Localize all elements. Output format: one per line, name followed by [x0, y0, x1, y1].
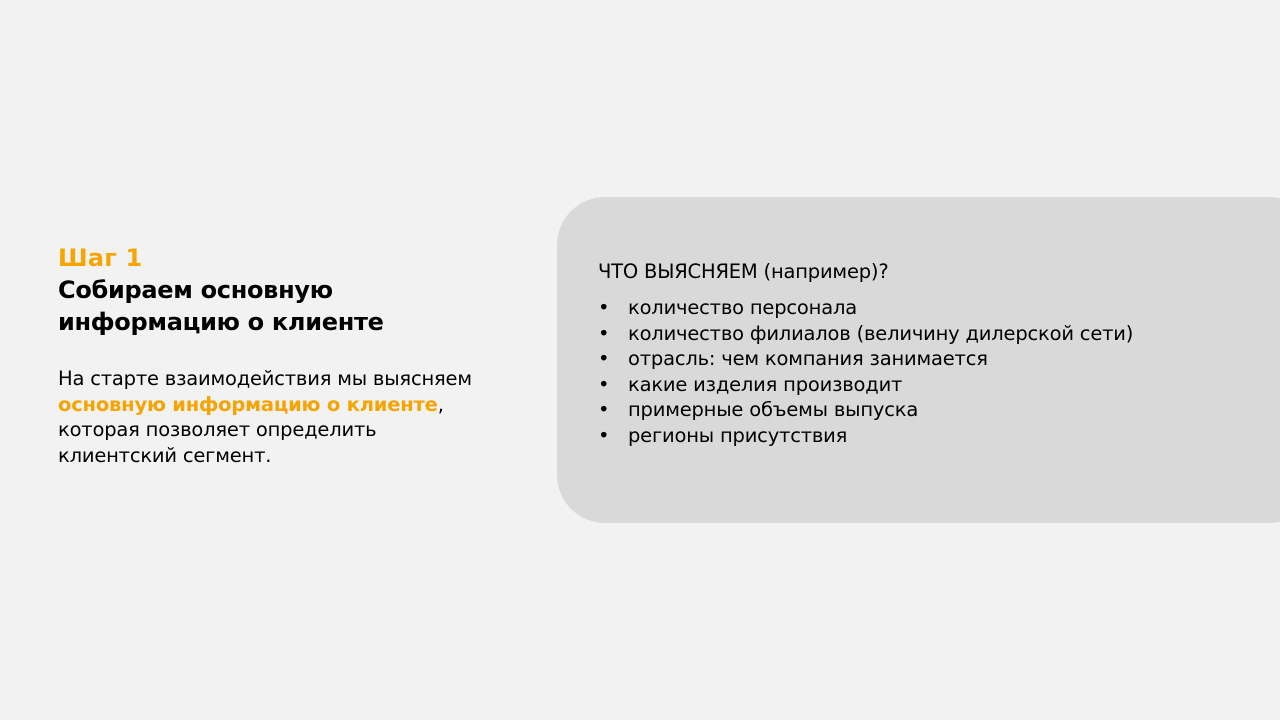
bullet-icon: • — [598, 372, 610, 396]
list-item — [598, 423, 1238, 449]
list-item-text: количество филиалов (величину дилерской сети) — [628, 321, 1134, 345]
list-item — [598, 346, 1238, 372]
intro-text-before: На старте взаимодействия мы выясняем — [58, 367, 472, 390]
list-item — [598, 321, 1238, 347]
list-item-text: примерные объемы выпуска — [628, 398, 919, 421]
intro-accent-text: основную информацию о клиенте — [58, 392, 438, 416]
page-title-line-2: информацию о клиенте — [58, 308, 384, 336]
step-label: Шаг 1 — [58, 244, 143, 272]
step-section — [58, 242, 488, 468]
info-card — [557, 197, 1280, 523]
list-item-text: какие изделия производит — [628, 372, 903, 396]
list-item-text: отрасль: чем компания занимается — [628, 347, 988, 370]
bullet-icon: • — [598, 398, 610, 421]
list-item-text: регионы присутствия — [628, 423, 848, 447]
list-item — [598, 372, 1238, 398]
bullet-icon: • — [598, 347, 610, 370]
list-item-text: количество персонала — [628, 296, 857, 319]
intro-paragraph — [58, 366, 488, 468]
list-item — [598, 397, 1238, 423]
bullet-list — [598, 295, 1238, 448]
card-title: ЧТО ВЫЯСНЯЕМ (например)? — [598, 260, 889, 283]
page-title-line-1: Собираем основную — [58, 276, 333, 304]
bullet-icon: • — [598, 296, 610, 319]
info-card-content — [598, 259, 1238, 448]
page-title — [58, 274, 488, 338]
intro-text-after: , которая позволяет определить клиентский сегмент. — [58, 392, 444, 467]
bullet-icon: • — [598, 423, 610, 447]
list-item — [598, 295, 1238, 321]
bullet-icon: • — [598, 321, 610, 345]
